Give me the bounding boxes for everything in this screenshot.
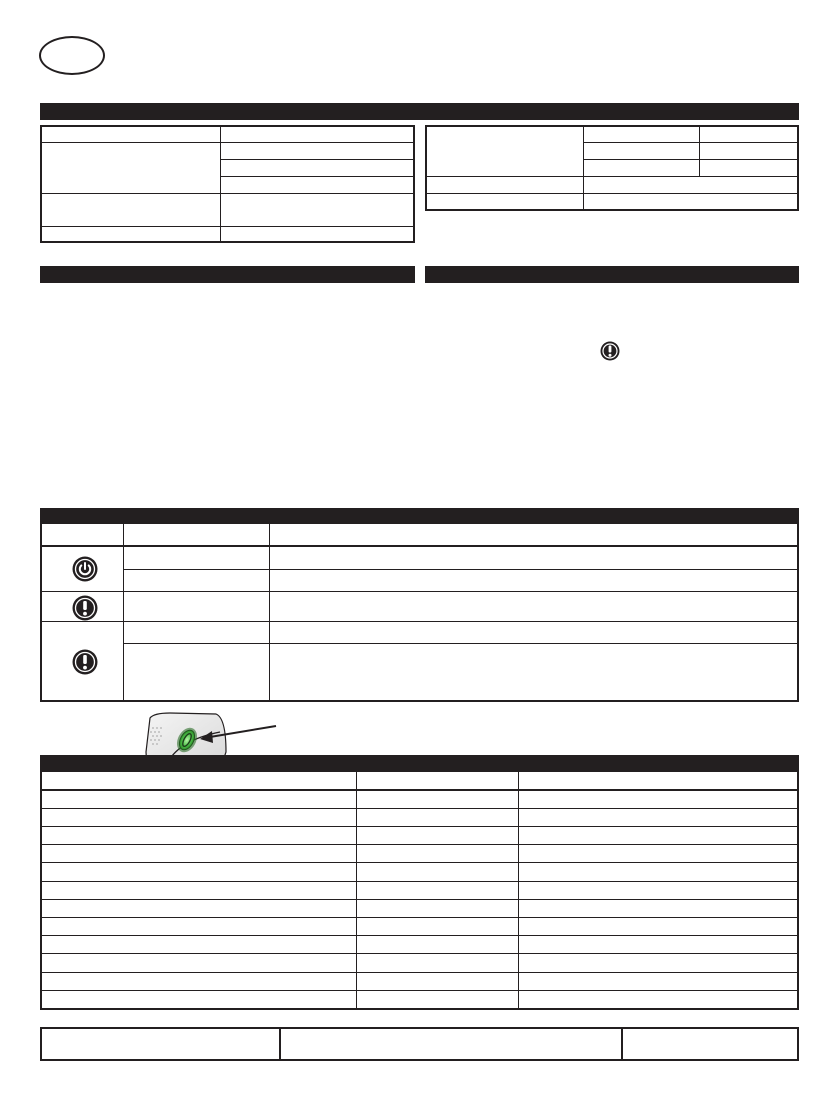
spec-table-left bbox=[40, 125, 415, 243]
list-table bbox=[40, 771, 799, 1010]
country-badge bbox=[39, 36, 105, 75]
left-section-header bbox=[40, 266, 415, 283]
power-icon bbox=[72, 556, 98, 582]
spec-section-header bbox=[40, 103, 799, 120]
exclamation-icon bbox=[72, 649, 98, 675]
indicator-table-header bbox=[40, 508, 799, 524]
footer-table bbox=[40, 1027, 799, 1061]
exclamation-icon bbox=[600, 341, 620, 361]
spec-table-right bbox=[425, 125, 799, 211]
indicator-table bbox=[40, 523, 799, 702]
exclamation-icon bbox=[72, 595, 98, 621]
right-section-header bbox=[425, 266, 799, 283]
list-table-header bbox=[40, 755, 799, 772]
